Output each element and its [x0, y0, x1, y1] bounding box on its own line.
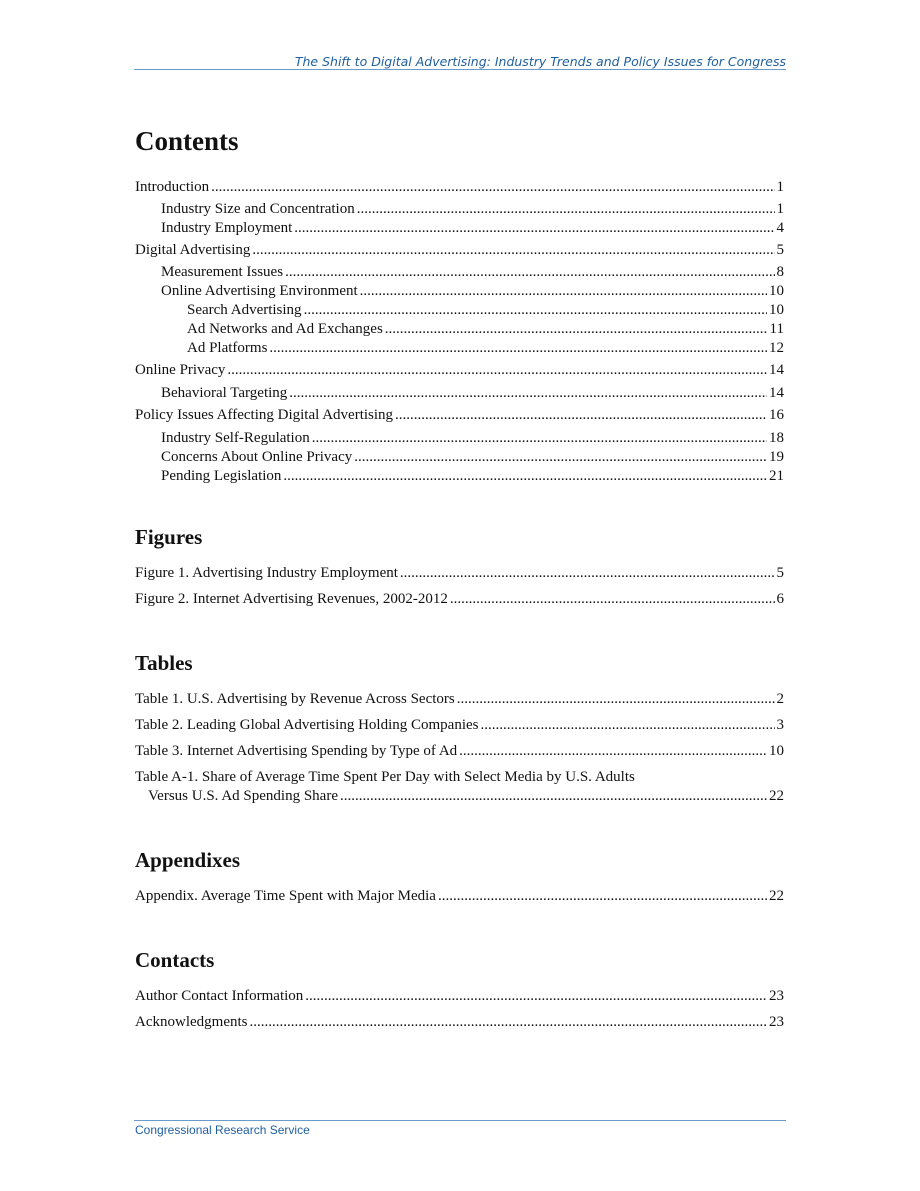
appendix-entry-1[interactable]: Appendix. Average Time Spent with Major Media ..... 22 [135, 887, 784, 905]
figure-entry-1[interactable]: Figure 1. Advertising Industry Employment ..... 5 [135, 564, 784, 582]
table-entry-1[interactable]: Table 1. U.S. Advertising by Revenue Across Sectors ..... 2 [135, 690, 784, 708]
toc-entry-pending-legislation[interactable]: Pending Legislation ..... 21 [135, 467, 784, 485]
table-entry-a1-line2[interactable]: Versus U.S. Ad Spending Share ..... 22 [135, 787, 784, 805]
table-entry-a1-line1[interactable]: Table A-1. Share of Average Time Spent Per Day with Select Media by U.S. Adults [135, 769, 635, 785]
toc-entry-policy-issues[interactable]: Policy Issues Affecting Digital Advertising ..... 16 [135, 406, 784, 424]
toc-entry-ad-networks[interactable]: Ad Networks and Ad Exchanges ..... 11 [135, 320, 784, 338]
toc-entry-online-advertising-environment[interactable]: Online Advertising Environment ..... 10 [135, 282, 784, 300]
toc-entry-online-privacy[interactable]: Online Privacy ..... 14 [135, 361, 784, 379]
toc-entry-industry-self-regulation[interactable]: Industry Self-Regulation ..... 18 [135, 429, 784, 447]
contents-title: Contents [135, 126, 239, 156]
figures-title: Figures [135, 525, 203, 549]
table-entry-2[interactable]: Table 2. Leading Global Advertising Holding Companies ..... 3 [135, 716, 784, 734]
toc-entry-concerns-online-privacy[interactable]: Concerns About Online Privacy ..... 19 [135, 448, 784, 466]
contacts-title: Contacts [135, 948, 215, 972]
toc-entry-industry-size[interactable]: Industry Size and Concentration ..... 1 [135, 200, 784, 218]
tables-title: Tables [135, 651, 193, 675]
appendixes-title: Appendixes [135, 848, 241, 872]
toc-entry-behavioral-targeting[interactable]: Behavioral Targeting ..... 14 [135, 384, 784, 402]
figure-entry-2[interactable]: Figure 2. Internet Advertising Revenues, 2002-2012 ..... 6 [135, 590, 784, 608]
running-header: The Shift to Digital Advertising: Industry Trends and Policy Issues for Congress [294, 54, 786, 69]
toc-entry-introduction[interactable]: Introduction ..... 1 [135, 178, 784, 196]
toc-entry-digital-advertising[interactable]: Digital Advertising ..... 5 [135, 241, 784, 259]
toc-entry-ad-platforms[interactable]: Ad Platforms ..... 12 [135, 339, 784, 357]
header-rule [134, 69, 786, 70]
toc-entry-industry-employment[interactable]: Industry Employment ..... 4 [135, 219, 784, 237]
toc-entry-search-advertising[interactable]: Search Advertising ..... 10 [135, 301, 784, 319]
contact-entry-acknowledgments[interactable]: Acknowledgments ..... 23 [135, 1013, 784, 1031]
running-footer: Congressional Research Service [135, 1123, 310, 1137]
table-entry-3[interactable]: Table 3. Internet Advertising Spending by Type of Ad ..... 10 [135, 742, 784, 760]
footer-rule [134, 1120, 786, 1121]
toc-entry-measurement-issues[interactable]: Measurement Issues ..... 8 [135, 263, 784, 281]
contact-entry-author[interactable]: Author Contact Information ..... 23 [135, 987, 784, 1005]
